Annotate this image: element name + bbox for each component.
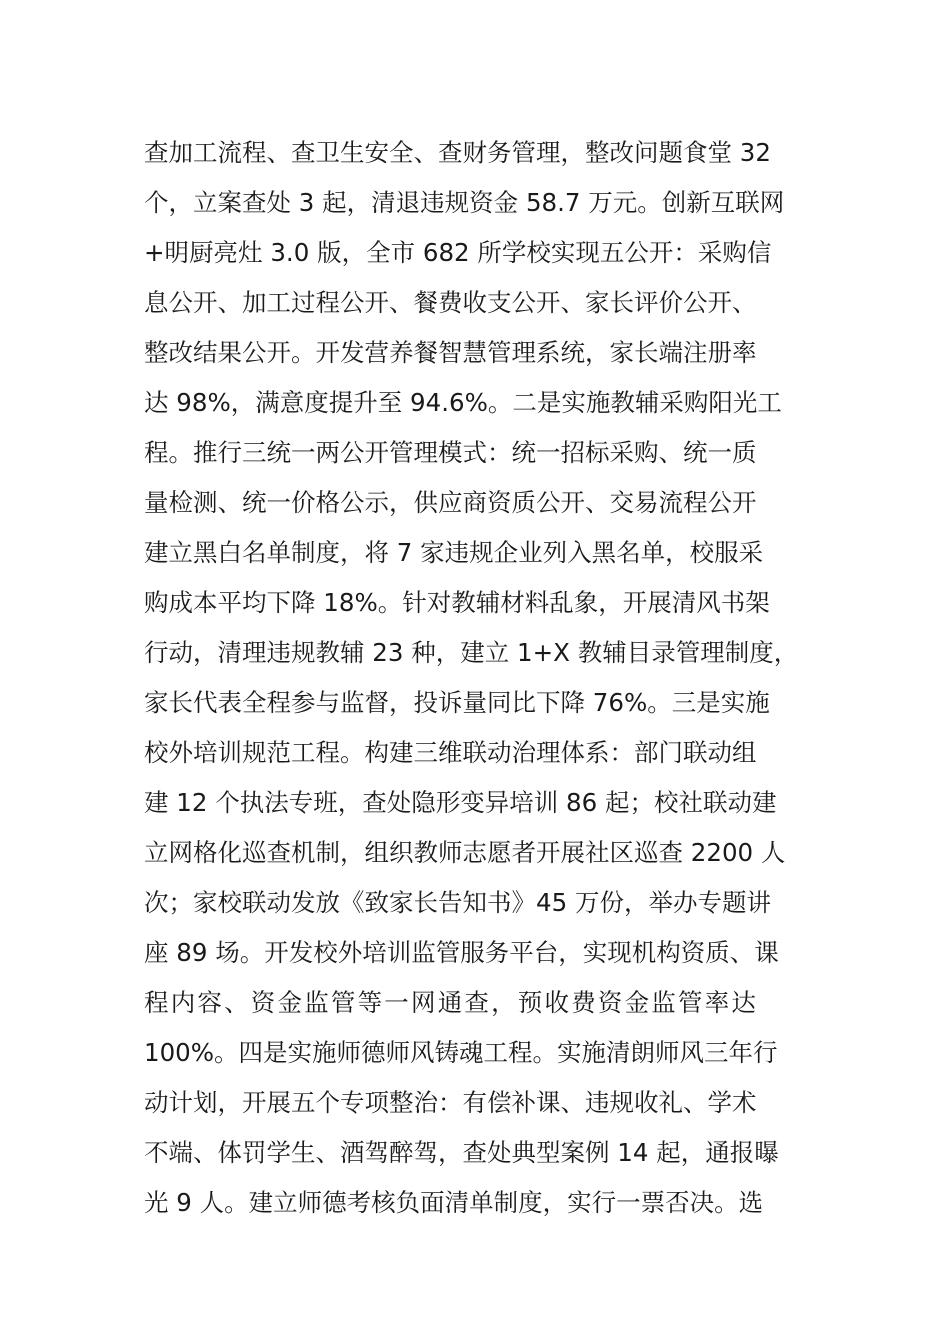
text-line: 次；家校联动发放《致家长告知书》45 万份，举办专题讲 xyxy=(144,888,771,917)
text-line: 建立黑白名单制度，将 7 家违规企业列入黑名单，校服采 xyxy=(144,538,764,567)
text-line: 整改结果公开。开发营养餐智慧管理系统，家长端注册率 xyxy=(144,338,757,367)
text-line: 不端、体罚学生、酒驾醉驾，查处典型案例 14 起，通报曝 xyxy=(144,1138,779,1167)
text-line: 行动，清理违规教辅 23 种，建立 1+X 教辅目录管理制度， xyxy=(144,638,799,667)
text-line: 息公开、加工过程公开、餐费收支公开、家长评价公开、 xyxy=(144,288,757,317)
text-line: 家长代表全程参与监督，投诉量同比下降 76%。三是实施 xyxy=(144,688,770,717)
text-line: 立网格化巡查机制，组织教师志愿者开展社区巡查 2200 人 xyxy=(144,838,786,867)
text-line: 建 12 个执法专班，查处隐形变异培训 86 起；校社联动建 xyxy=(144,788,777,817)
text-line: 校外培训规范工程。构建三维联动治理体系：部门联动组 xyxy=(144,738,757,767)
text-line: 100%。四是实施师德师风铸魂工程。实施清朗师风三年行 xyxy=(144,1038,778,1067)
text-line: 程内容、资金监管等一网通查，预收费资金监管率达 xyxy=(144,988,759,1017)
text-line: 购成本平均下降 18%。针对教辅材料乱象，开展清风书架 xyxy=(144,588,770,617)
text-line: 动计划，开展五个专项整治：有偿补课、违规收礼、学术 xyxy=(144,1088,757,1117)
text-line: 达 98%，满意度提升至 94.6%。二是实施教辅采购阳光工 xyxy=(144,388,782,417)
text-line: 个，立案查处 3 起，清退违规资金 58.7 万元。创新互联网 xyxy=(144,188,785,217)
text-line: 量检测、统一价格公示，供应商资质公开、交易流程公开 xyxy=(144,488,757,517)
text-line: 座 89 场。开发校外培训监管服务平台，实现机构资质、课 xyxy=(144,938,779,967)
body-paragraph xyxy=(144,128,834,1228)
text-line: 查加工流程、查卫生安全、查财务管理，整改问题食堂 32 xyxy=(144,138,771,167)
text-line: 光 9 人。建立师德考核负面清单制度，实行一票否决。选 xyxy=(144,1188,764,1217)
text-line: 程。推行三统一两公开管理模式：统一招标采购、统一质 xyxy=(144,438,757,467)
text-line: +明厨亮灶 3.0 版，全市 682 所学校实现五公开：采购信 xyxy=(144,238,772,267)
